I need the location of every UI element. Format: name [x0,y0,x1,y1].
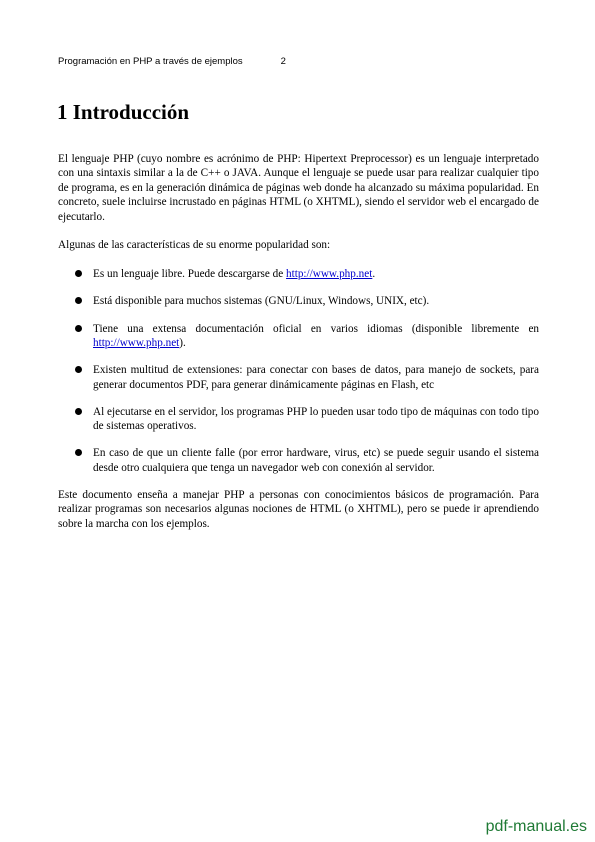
list-item: En caso de que un cliente falle (por error hardware, virus, etc) se puede seguir usando el sistema desde otro cualquiera que tenga un navegador web con conexión al servidor. [58,446,539,475]
lead-paragraph: Algunas de las características de su enorme popularidad son: [58,239,331,252]
list-item: Tiene una extensa documentación oficial en varios idiomas (disponible libremente en http://www.php.net). [58,322,539,351]
page-number: 2 [280,56,286,67]
running-header [58,56,286,67]
list-item: Es un lenguaje libre. Puede descargarse de http://www.php.net. [58,267,539,281]
watermark: pdf-manual.es [485,818,587,835]
list-item: Está disponible para muchos sistemas (GNU/Linux, Windows, UNIX, etc). [58,294,539,308]
feature-list [58,267,539,475]
bullet-icon [75,449,82,456]
bullet-icon [75,408,82,415]
bullet-icon [75,366,82,373]
bullet-icon [75,297,82,304]
header-title: Programación en PHP a través de ejemplos [58,56,243,67]
bullet-icon [75,325,82,332]
list-item: Al ejecutarse en el servidor, los programas PHP lo pueden usar todo tipo de máquinas con todo tipo de sistemas operativos. [58,405,539,434]
body-content [58,152,539,546]
php-net-link[interactable]: http://www.php.net [93,337,180,350]
intro-paragraph: El lenguaje PHP (cuyo nombre es acrónimo de PHP: Hipertext Preprocessor) es un lenguaje interpretado con una sintaxis similar a la de C++ o JAVA. Aunque el lenguaje se puede usar para realizar cualquier tipo de programa, es en la generación dinámica de páginas web donde ha alcanzado su máxima popularidad. En concreto, suele incluirse incrustado en páginas HTML (o XHTML), siendo el servidor web el encargado de ejecutarlo. [58,153,539,223]
list-item: Existen multitud de extensiones: para conectar con bases de datos, para manejo de sockets, para generar documentos PDF, para generar dinámicamente páginas en Flash, etc [58,363,539,392]
php-net-link[interactable]: http://www.php.net [286,268,373,281]
section-heading: 1 Introducción [57,100,190,124]
bullet-icon [75,270,82,277]
closing-paragraph: Este documento enseña a manejar PHP a personas con conocimientos básicos de programación. Para realizar programas son necesarios algunas nociones de HTML (o XHTML), pero se puede ir aprendiendo sobre la marcha con los ejemplos. [58,489,539,530]
